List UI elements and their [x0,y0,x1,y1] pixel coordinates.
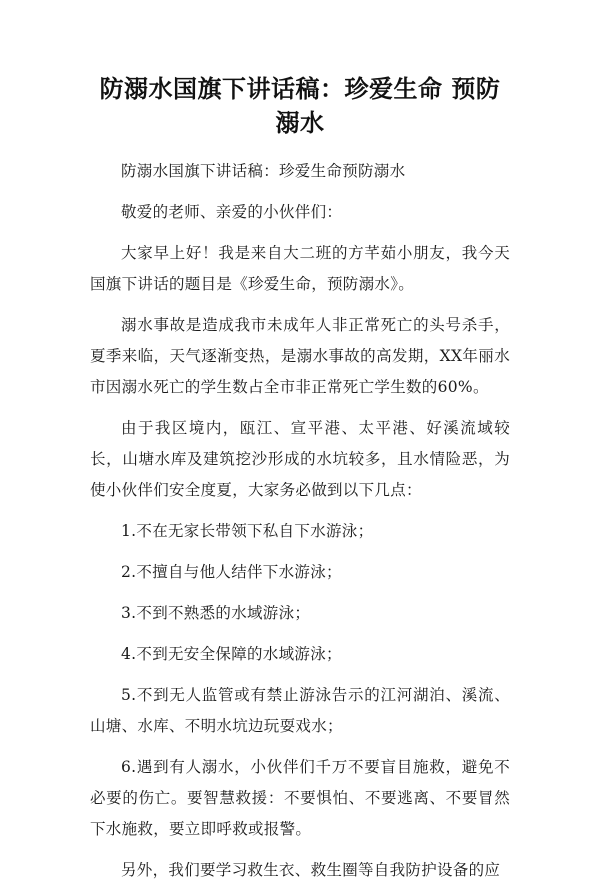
rule-item-1: 1.不在无家长带领下私自下水游泳； [121,522,374,540]
closing-paragraph: 另外，我们要学习救生衣、救生圈等自我防护设备的应 [121,861,501,879]
local-waters-paragraph: 由于我区境内，瓯江、宣平港、太平港、好溪流域较长，山塘水库及建筑挖沙形成的水坑较多，且水情险恶，为使小伙伴们安全度夏，大家务必做到以下几点： [90,419,510,499]
document-body [90,156,510,886]
rule-item-3: 3.不到不熟悉的水域游泳； [121,604,311,622]
subtitle-line: 防溺水国旗下讲话稿：珍爱生命预防溺水 [121,162,406,180]
salutation: 敬爱的老师、亲爱的小伙伴们： [121,203,343,221]
document-title: 防溺水国旗下讲话稿：珍爱生命 预防溺水 [99,75,501,137]
rule-item-6: 6.遇到有人溺水，小伙伴们千万不要盲目施救，避免不必要的伤亡。要智慧救援：不要惧怕、不要逃离、不要冒然下水施救，要立即呼救或报警。 [90,758,510,838]
rule-item-4: 4.不到无安全保障的水域游泳； [121,645,342,663]
statistics-paragraph: 溺水事故是造成我市未成年人非正常死亡的头号杀手，夏季来临，天气逐渐变热，是溺水事故的高发期，XX年丽水市因溺水死亡的学生数占全市非正常死亡学生数的60%。 [90,316,510,396]
rule-item-2: 2.不擅自与他人结伴下水游泳； [121,563,342,581]
rule-item-5: 5.不到无人监管或有禁止游泳告示的江河湖泊、溪流、山塘、水库、不明水坑边玩耍戏水； [90,686,510,735]
greeting-paragraph: 大家早上好！我是来自大二班的方芊茹小朋友，我今天国旗下讲话的题目是《珍爱生命，预防溺水》。 [90,244,510,293]
